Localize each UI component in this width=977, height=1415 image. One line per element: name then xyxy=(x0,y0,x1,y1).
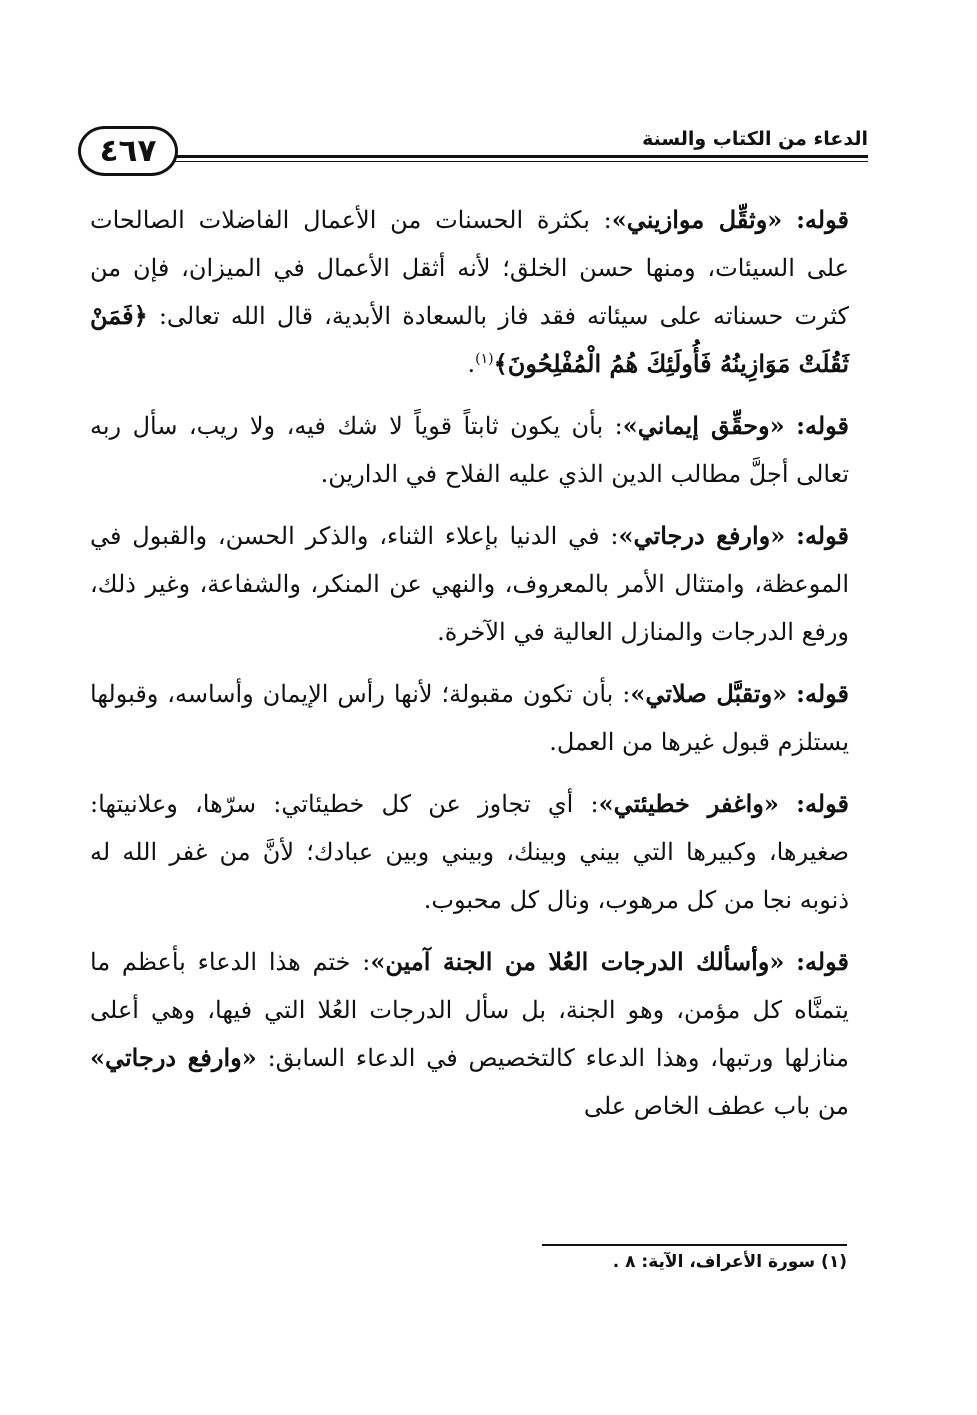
header-rule xyxy=(170,155,868,162)
quran-verse: ﴿فَمَنْ ثَقُلَتْ مَوَازِينُهُ فَأُولَئِكَ هُمُ الْمُفْلِحُونَ﴾ xyxy=(90,301,849,378)
paragraph-text: : في الدنيا بإعلاء الثناء، والذكر الحسن، والقبول في الموعظة، وامتثال الأمر بالمعروف، والنهي عن المنكر، والشفاعة، وغير ذلك، ورفع الدرجات والمنازل العالية في الآخرة. xyxy=(90,522,849,646)
paragraph-lead: قوله: xyxy=(796,679,850,708)
body-text xyxy=(90,196,849,1144)
hadith-quote-secondary: «وارفع درجاتي» xyxy=(90,1043,257,1072)
paragraph-text: : بأن يكون ثابتاً قوياً لا شك فيه، ولا ريب، سأل ربه تعالى أجلَّ مطالب الدين الذي عليه الفلاح في الدارين. xyxy=(90,412,849,488)
paragraph-tail: . xyxy=(467,350,476,378)
footnote-reference[interactable]: (١) xyxy=(475,351,494,367)
paragraph-text: : بأن تكون مقبولة؛ لأنها رأس الإيمان وأساسه، وقبولها يستلزم قبول غيرها من العمل. xyxy=(90,680,849,756)
paragraph-text: : بكثرة الحسنات من الأعمال الفاضلات الصالحات على السيئات، ومنها حسن الخلق؛ لأنه أثقل الأعمال في الميزان، فإن من كثرت حسناته على سيئاته فقد فاز بالسعادة الأبدية، قال الله تعالى: xyxy=(90,206,849,330)
paragraph-lead: قوله: xyxy=(796,205,849,234)
paragraph-lead: قوله: xyxy=(796,789,849,818)
hadith-quote: «وأسألك الدرجات العُلا من الجنة آمين» xyxy=(370,947,785,976)
hadith-quote: «واغفر خطيئتي» xyxy=(598,789,779,818)
paragraph-6 xyxy=(90,938,849,1130)
paragraph-lead: قوله: xyxy=(796,947,849,976)
page-number: ٤٦٧ xyxy=(99,133,157,169)
hadith-quote: «وحقِّق إيماني» xyxy=(622,411,785,440)
paragraph-text: : أي تجاوز عن كل خطيئاتي: سرّها، وعلانيتها: صغيرها، وكبيرها التي بيني وبينك، وبيني وبين عبادك؛ لأنَّ من غفر الله له ذنوبه نجا من كل مرهوب، ونال كل محبوب. xyxy=(90,790,849,914)
page-number-badge xyxy=(78,126,178,176)
hadith-quote: «وثقِّل موازيني» xyxy=(611,205,783,234)
hadith-quote: «وارفع درجاتي» xyxy=(618,521,786,550)
hadith-quote: «وتقبَّل صلاتي» xyxy=(630,679,788,708)
paragraph-1 xyxy=(90,196,849,388)
paragraph-lead: قوله: xyxy=(796,411,850,440)
footnote: (١) سورة الأعراف، الآية: ٨ . xyxy=(612,1252,847,1272)
page-header xyxy=(78,118,868,188)
running-title: الدعاء من الكتاب والسنة xyxy=(642,128,868,150)
paragraph-text-continued: من باب عطف الخاص على xyxy=(583,1092,849,1120)
paragraph-3 xyxy=(90,512,849,656)
paragraph-lead: قوله: xyxy=(796,521,849,550)
paragraph-4 xyxy=(90,670,849,766)
paragraph-text: : ختم هذا الدعاء بأعظم ما يتمنَّاه كل مؤمن، وهو الجنة، بل سأل الدرجات العُلا التي فيها، وهي أعلى منازلها ورتبها، وهذا الدعاء كالتخصيص في الدعاء السابق: xyxy=(90,948,849,1072)
footnote-rule xyxy=(542,1244,847,1246)
paragraph-5 xyxy=(90,780,849,924)
paragraph-2 xyxy=(90,402,849,498)
